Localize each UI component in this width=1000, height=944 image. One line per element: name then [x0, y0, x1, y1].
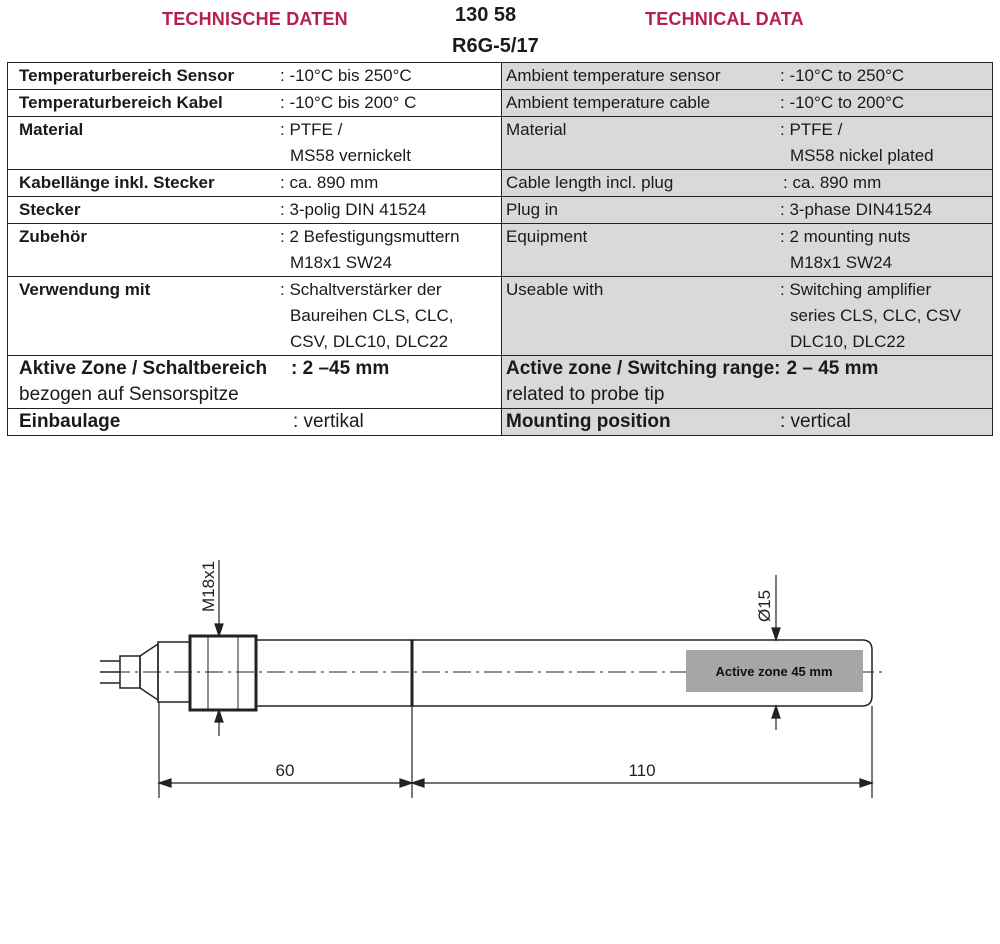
spec-label: Plug in [506, 200, 558, 219]
table-row [8, 117, 993, 170]
table-row [8, 63, 993, 90]
length-label-110: 110 [628, 761, 656, 780]
spec-label: Useable with [506, 280, 604, 299]
spec-value: MS58 nickel plated [790, 146, 934, 165]
arrowhead-icon [159, 779, 171, 787]
spec-value: : -10°C bis 250°C [280, 66, 412, 85]
table-row [8, 224, 993, 277]
spec-label: Ambient temperature sensor [506, 66, 721, 85]
spec-table [7, 62, 993, 436]
english-cell [502, 356, 993, 409]
spec-value: : 3-phase DIN41524 [780, 200, 933, 219]
arrowhead-icon [772, 628, 780, 640]
spec-label: Ambient temperature cable [506, 93, 711, 112]
arrowhead-icon [215, 624, 223, 636]
german-cell [8, 409, 502, 436]
german-heading: TECHNISCHE DATEN [162, 9, 348, 29]
spec-label: Cable length incl. plug [506, 173, 674, 192]
german-cell [8, 277, 502, 356]
spec-value: : 3-polig DIN 41524 [280, 200, 427, 219]
spec-label: Material [19, 120, 84, 139]
german-cell [8, 356, 502, 409]
spec-value: : PTFE / [280, 120, 343, 139]
spec-value: 2 – 45 mm [786, 358, 879, 379]
spec-value: MS58 vernickelt [290, 146, 411, 165]
english-cell [502, 170, 993, 197]
english-cell [502, 90, 993, 117]
spec-label: Mounting position [506, 411, 671, 432]
spec-value: : 2 –45 mm [291, 358, 390, 379]
spec-label: Zubehör [19, 227, 87, 246]
german-cell [8, 197, 502, 224]
spec-value: : -10°C to 200°C [780, 93, 905, 112]
spec-value: : vertikal [293, 411, 364, 432]
german-cell [8, 63, 502, 90]
threaded-body [256, 640, 412, 706]
english-cell [502, 197, 993, 224]
spec-value: : -10°C to 250°C [780, 66, 905, 85]
arrowhead-icon [860, 779, 872, 787]
table-row [8, 197, 993, 224]
spec-value: : Switching amplifier [780, 280, 932, 299]
arrowhead-icon [772, 706, 780, 718]
spec-value: Baureihen CLS, CLC, [290, 306, 454, 325]
spec-label: Einbaulage [19, 411, 121, 432]
active-zone-label: Active zone 45 mm [715, 664, 833, 679]
spec-label: Aktive Zone / Schaltbereich [19, 358, 268, 379]
table-row [8, 277, 993, 356]
arrowhead-icon [215, 710, 223, 722]
spec-label: Stecker [19, 200, 81, 219]
english-heading: TECHNICAL DATA [645, 9, 804, 29]
table-row [8, 409, 993, 436]
spec-value: : -10°C bis 200° C [280, 93, 417, 112]
spec-value: DLC10, DLC22 [790, 332, 906, 351]
mounting-nut [190, 636, 256, 710]
model-number: R6G-5/17 [452, 35, 539, 57]
german-cell [8, 170, 502, 197]
spec-sublabel: related to probe tip [506, 384, 665, 405]
spec-label: Temperaturbereich Sensor [19, 66, 235, 85]
spec-value: : Schaltverstärker der [280, 280, 442, 299]
spec-label: Material [506, 120, 567, 139]
english-cell [502, 224, 993, 277]
spec-label: Temperaturbereich Kabel [19, 93, 223, 112]
german-cell [8, 224, 502, 277]
spec-value: : 2 mounting nuts [780, 227, 911, 246]
sensor-technical-drawing [0, 540, 1000, 820]
article-number: 130 58 [455, 4, 517, 26]
length-label-60: 60 [275, 761, 295, 780]
spec-value: : ca. 890 mm [280, 173, 379, 192]
diameter-label: Ø15 [755, 589, 774, 622]
spec-sublabel: bezogen auf Sensorspitze [19, 384, 239, 405]
english-cell [502, 117, 993, 170]
arrowhead-icon [412, 779, 424, 787]
english-cell [502, 277, 993, 356]
spec-value: CSV, DLC10, DLC22 [290, 332, 449, 351]
thread-label: M18x1 [199, 560, 218, 612]
spec-value: : vertical [780, 411, 851, 432]
spec-value: : PTFE / [780, 120, 843, 139]
spec-label: Kabellänge inkl. Stecker [19, 173, 215, 192]
spec-value: : ca. 890 mm [783, 173, 882, 192]
german-cell [8, 117, 502, 170]
table-row [8, 356, 993, 409]
spec-value: M18x1 SW24 [790, 253, 893, 272]
english-cell [502, 409, 993, 436]
spec-value: series CLS, CLC, CSV [790, 306, 961, 325]
spec-value: M18x1 SW24 [290, 253, 393, 272]
german-cell [8, 90, 502, 117]
spec-label: Verwendung mit [19, 280, 151, 299]
table-row [8, 90, 993, 117]
spec-label: Equipment [506, 227, 588, 246]
english-cell [502, 63, 993, 90]
spec-value: : 2 Befestigungsmuttern [280, 227, 460, 246]
table-row [8, 170, 993, 197]
spec-label: Active zone / Switching range: [506, 358, 781, 379]
